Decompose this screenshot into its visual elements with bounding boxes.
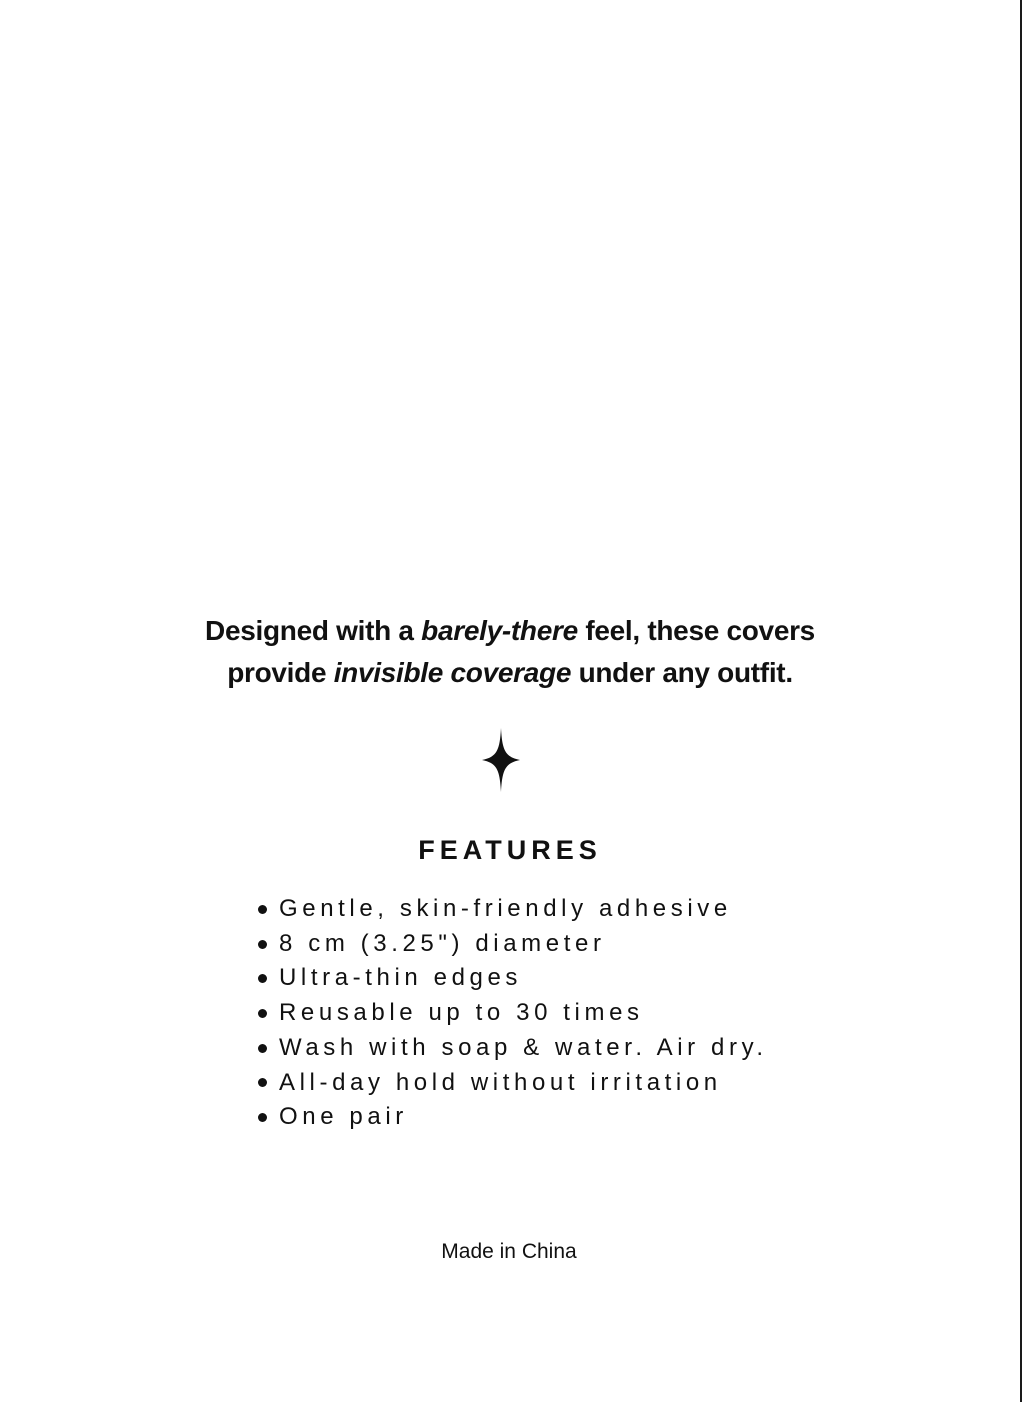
bullet-icon (258, 940, 267, 949)
feature-text: 8 cm (3.25") diameter (279, 929, 606, 957)
list-item (258, 927, 768, 962)
list-item (258, 1031, 768, 1066)
feature-text: Wash with soap & water. Air dry. (279, 1033, 768, 1061)
sparkle-icon (482, 728, 520, 792)
feature-text: All-day hold without irritation (279, 1068, 722, 1096)
feature-text: Reusable up to 30 times (279, 999, 644, 1027)
features-list (258, 892, 768, 1135)
bullet-icon (258, 1044, 267, 1053)
bullet-icon (258, 1009, 267, 1018)
tagline-text: under any outfit. (571, 657, 793, 688)
list-item (258, 892, 768, 927)
tagline-text: Designed with a (205, 615, 422, 646)
bullet-icon (258, 1078, 267, 1087)
page-edge-line (1020, 0, 1022, 1402)
made-in-label: Made in China (441, 1240, 577, 1263)
list-item (258, 996, 768, 1031)
list-item (258, 1066, 768, 1101)
feature-text: One pair (279, 1103, 408, 1131)
features-heading: FEATURES (418, 835, 602, 865)
tagline-text: provide (227, 657, 334, 688)
bullet-icon (258, 1113, 267, 1122)
bullet-icon (258, 974, 267, 983)
tagline-emphasis: barely-there (421, 615, 578, 646)
tagline (0, 610, 1020, 694)
bullet-icon (258, 905, 267, 914)
feature-text: Ultra-thin edges (279, 964, 523, 992)
feature-text: Gentle, skin-friendly adhesive (279, 895, 732, 922)
list-item (258, 1100, 768, 1135)
tagline-emphasis: invisible coverage (333, 657, 572, 688)
list-item (258, 961, 768, 996)
tagline-text: feel, these covers (577, 615, 815, 646)
